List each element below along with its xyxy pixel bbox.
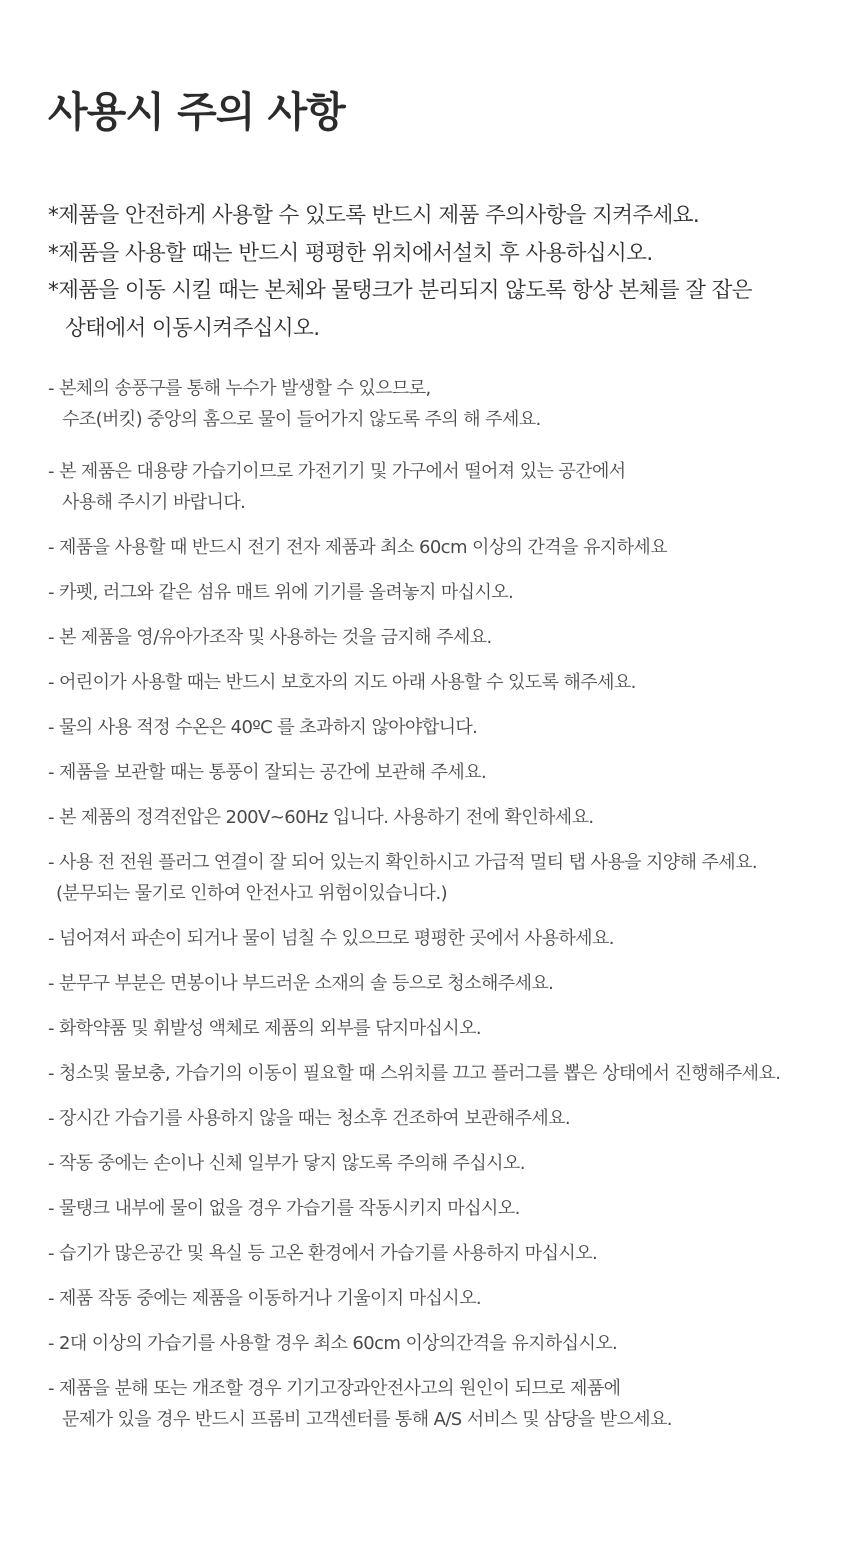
caution-item xyxy=(48,373,848,435)
caution-item xyxy=(48,802,848,833)
caution-text: - 물탱크 내부에 물이 없을 경우 가습기를 작동시키지 마십시오. xyxy=(48,1198,520,1219)
caution-item xyxy=(48,456,848,518)
key-notices xyxy=(48,197,848,347)
caution-item xyxy=(48,532,848,563)
notice-text: *제품을 이동 시킬 때는 본체와 물탱크가 분리되지 않도록 항상 본체를 잘 잡은 xyxy=(48,278,752,303)
caution-text: - 화학약품 및 휘발성 액체로 제품의 외부를 닦지마십시오. xyxy=(48,1018,481,1039)
caution-text-continued: (분무되는 물기로 인하여 안전사고 위험이있습니다.) xyxy=(56,883,447,904)
caution-item xyxy=(48,667,848,698)
caution-text: - 사용 전 전원 플러그 연결이 잘 되어 있는지 확인하시고 가급적 멀티 탭 사용을 지양해 주세요. xyxy=(48,852,757,873)
key-notice xyxy=(48,272,848,347)
caution-text: - 제품을 분해 또는 개조할 경우 기기고장과안전사고의 원인이 되므로 제품에 xyxy=(48,1378,621,1399)
notice-text: *제품을 안전하게 사용할 수 있도록 반드시 제품 주의사항을 지켜주세요. xyxy=(48,203,700,228)
key-notice xyxy=(48,197,848,235)
caution-item xyxy=(48,1238,848,1269)
caution-list xyxy=(48,373,848,1449)
caution-text-continued: 수조(버킷) 중앙의 홈으로 물이 들어가지 않도록 주의 해 주세요. xyxy=(62,409,541,430)
caution-item xyxy=(48,577,848,608)
caution-item xyxy=(48,1058,848,1089)
caution-item xyxy=(48,1103,848,1134)
caution-text: - 제품을 보관할 때는 통풍이 잘되는 공간에 보관해 주세요. xyxy=(48,762,487,783)
caution-item xyxy=(48,757,848,788)
caution-text: - 2대 이상의 가습기를 사용할 경우 최소 60cm 이상의간격을 유지하십시오. xyxy=(48,1333,618,1354)
caution-text: - 습기가 많은공간 및 욕실 등 고온 환경에서 가습기를 사용하지 마십시오. xyxy=(48,1243,598,1264)
caution-item xyxy=(48,622,848,653)
caution-text: - 청소및 물보충, 가습기의 이동이 필요할 때 스위치를 끄고 플러그를 뽑은 상태에서 진행해주세요. xyxy=(48,1063,781,1084)
caution-text: - 제품 작동 중에는 제품을 이동하거나 기울이지 마십시오. xyxy=(48,1288,481,1309)
caution-item xyxy=(48,1148,848,1179)
caution-item xyxy=(48,1013,848,1044)
caution-text: - 본 제품을 영/유아가조작 및 사용하는 것을 금지해 주세요. xyxy=(48,627,492,648)
caution-text: - 카펫, 러그와 같은 섬유 매트 위에 기기를 올려놓지 마십시오. xyxy=(48,582,514,603)
caution-item xyxy=(48,1328,848,1359)
caution-item xyxy=(48,923,848,954)
caution-text: - 본 제품의 정격전압은 200V~60Hz 입니다. 사용하기 전에 확인하세요. xyxy=(48,807,594,828)
key-notice xyxy=(48,235,848,273)
page-title: 사용시 주의 사항 xyxy=(48,88,345,136)
notice-text-continued: 상태에서 이동시켜주십시오. xyxy=(65,315,320,341)
caution-text: - 제품을 사용할 때 반드시 전기 전자 제품과 최소 60cm 이상의 간격을 유지하세요 xyxy=(48,537,667,558)
caution-text: - 어린이가 사용할 때는 반드시 보호자의 지도 아래 사용할 수 있도록 해주세요. xyxy=(48,672,636,693)
caution-text: - 장시간 가습기를 사용하지 않을 때는 청소후 건조하여 보관해주세요. xyxy=(48,1108,571,1129)
notice-text: *제품을 사용할 때는 반드시 평평한 위치에서설치 후 사용하십시오. xyxy=(48,240,653,266)
caution-item xyxy=(48,1373,848,1435)
caution-item xyxy=(48,847,848,909)
caution-text: - 물의 사용 적정 수온은 40ºC 를 초과하지 않아야합니다. xyxy=(48,717,478,738)
caution-item xyxy=(48,712,848,743)
caution-text: - 본체의 송풍구를 통해 누수가 발생할 수 있으므로, xyxy=(48,378,431,399)
caution-text-continued: 사용해 주시기 바랍니다. xyxy=(62,492,246,513)
caution-item xyxy=(48,968,848,999)
caution-text: - 본 제품은 대용량 가습기이므로 가전기기 및 가구에서 떨어져 있는 공간에서 xyxy=(48,461,626,482)
caution-item xyxy=(48,1283,848,1314)
caution-text: - 넘어져서 파손이 되거나 물이 넘칠 수 있으므로 평평한 곳에서 사용하세요. xyxy=(48,928,614,949)
caution-text-continued: 문제가 있을 경우 반드시 프롬비 고객센터를 통해 A/S 서비스 및 삼당을 받으세요. xyxy=(62,1409,672,1430)
caution-text: - 분무구 부분은 면봉이나 부드러운 소재의 솔 등으로 청소해주세요. xyxy=(48,973,554,994)
caution-item xyxy=(48,1193,848,1224)
caution-text: - 작동 중에는 손이나 신체 일부가 닿지 않도록 주의해 주십시오. xyxy=(48,1153,525,1174)
